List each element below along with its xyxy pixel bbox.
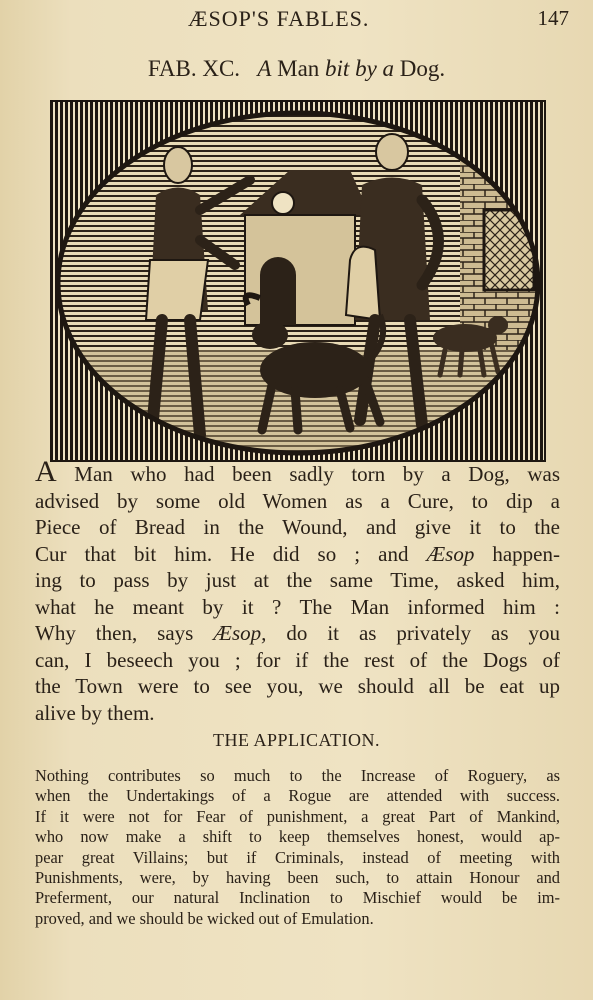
fable-title-word-bit: bit by a <box>325 56 395 81</box>
fable-line: what he meant by it ? The Man informed him : <box>35 594 560 619</box>
moral-line: when the Undertakings of a Rogue are attended with success. <box>35 786 560 806</box>
moral-line: proved, and we should be wicked out of Emulation. <box>35 908 374 928</box>
page-number: 147 <box>537 6 569 30</box>
moral-line: pear great Villains; but if Criminals, instead of meeting with <box>35 847 560 867</box>
fable-line: alive by them. <box>35 700 155 725</box>
fable-text <box>35 455 560 726</box>
page-header <box>0 6 593 32</box>
moral-line: If it were not for Fear of punishment, a great Part of Mankind, <box>35 806 560 826</box>
fable-line: advised by some old Women as a Cure, to dip a <box>35 488 560 513</box>
woodcut-illustration <box>50 100 546 462</box>
fable-line: Cur that bit him. He did so ; and Æsop happen- <box>35 541 560 566</box>
moral-line: Punishments, were, by having been such, to attain Honour and <box>35 868 560 888</box>
fable-title <box>0 56 593 82</box>
aesop-name: Æsop <box>426 541 475 566</box>
fable-line: the Town were to see you, we should all be eat up <box>35 674 560 698</box>
aesop-name: Æsop, <box>213 621 267 645</box>
fable-line: A Man who had been sadly torn by a Dog, was <box>35 455 560 488</box>
application-heading: THE APPLICATION. <box>212 730 380 750</box>
running-head: ÆSOP'S FABLES. <box>188 6 370 31</box>
fable-number: FAB. XC. <box>147 56 241 81</box>
moral-text <box>35 766 560 929</box>
fable-title-word-dog: Dog. <box>399 56 446 81</box>
initial-letter: A <box>35 455 57 488</box>
fable-line: Why then, says Æsop, do it as privately as you <box>35 621 560 645</box>
fable-line: can, I beseech you ; for if the rest of the Dogs of <box>35 647 560 672</box>
moral-line: Nothing contributes so much to the Increase of Roguery, as <box>35 766 560 785</box>
fable-line: ing to pass by just at the same Time, asked him, <box>35 568 560 592</box>
fable-title-word-man: Man <box>277 56 320 81</box>
moral-line: Preferment, our natural Inclination to Mischief would be im- <box>35 888 560 908</box>
moral-line: who now make a shift to keep themselves honest, would ap- <box>35 827 560 847</box>
fable-line: Piece of Bread in the Wound, and give it to the <box>35 515 560 539</box>
fable-title-word-a: A <box>257 56 272 81</box>
